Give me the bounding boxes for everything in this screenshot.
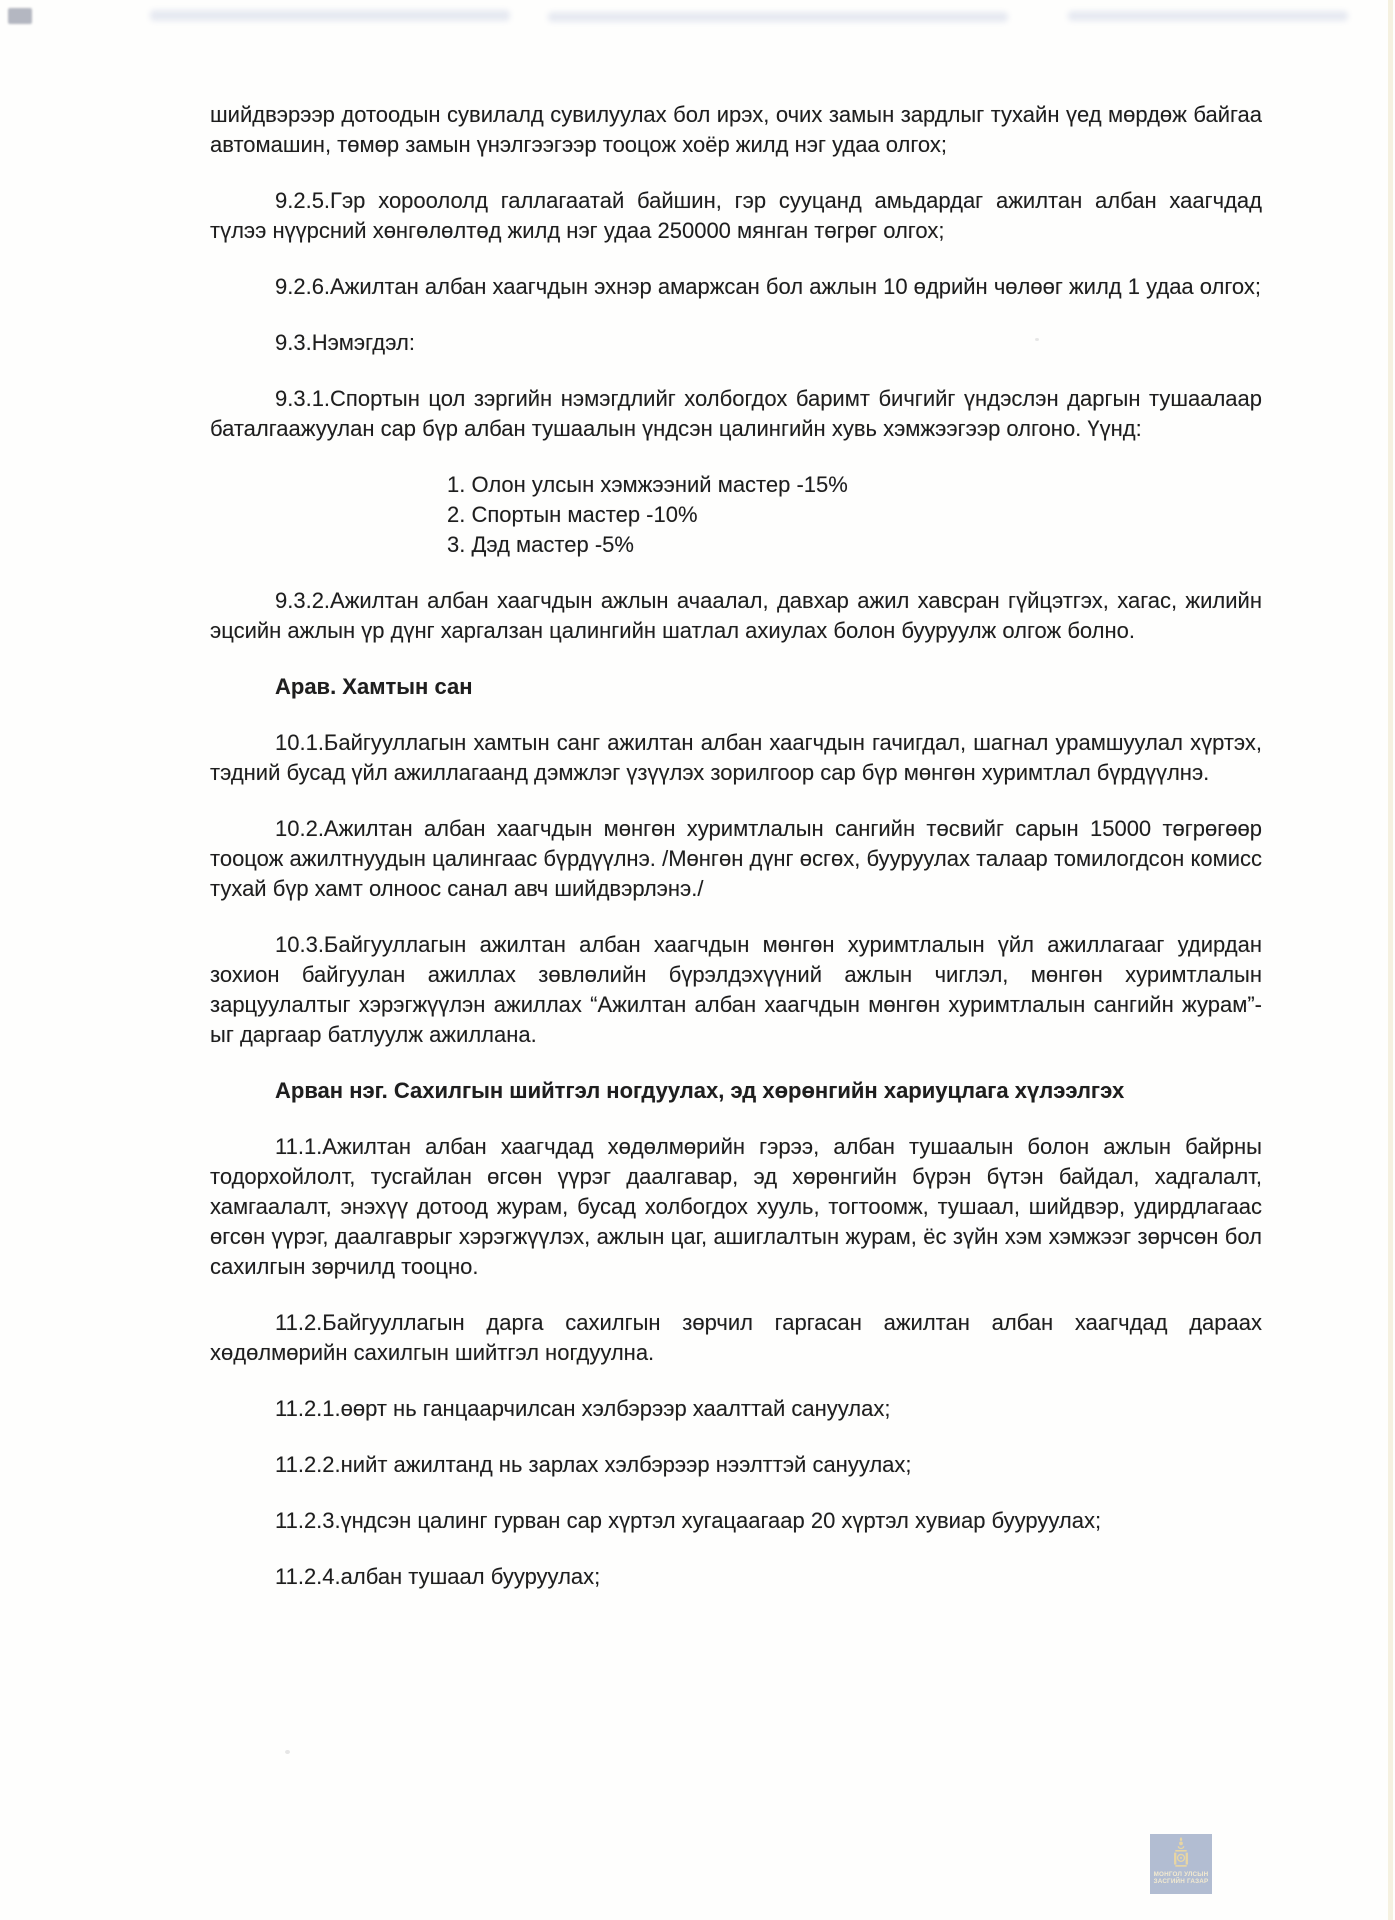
clause-9-2-6: 9.2.6.Ажилтан албан хаагчдын эхнэр амаржсан бол ажлын 10 өдрийн чөлөөг жилд 1 удаа олгох; — [275, 274, 1262, 299]
clause-11-2-1: 11.2.1.өөрт нь ганцаарчилсан хэлбэрээр хаалттай сануулах; — [275, 1396, 891, 1421]
clause-9-3-1: 9.3.1.Спортын цол зэргийн нэмэгдлийг холбогдох баримт бичгийг үндэслэн даргын тушаалаар баталгаажуулан сар бүр албан тушаалын үндсэн цалингийн хувь хэмжээгээр олгоно. Үүнд: — [210, 386, 1262, 441]
section-heading-ten: Арав. Хамтын сан — [275, 674, 473, 699]
sport-rank-allowance-list — [447, 470, 1262, 560]
clause-11-2-2: 11.2.2.нийт ажилтанд нь зарлах хэлбэрээр нээлттэй сануулах; — [275, 1452, 912, 1477]
clause-11-2-3: 11.2.3.үндсэн цалинг гурван сар хүртэл хугацаагаар 20 хүртэл хувиар бууруулах; — [275, 1508, 1102, 1533]
scan-corner-mark — [8, 8, 32, 24]
scan-smudge — [548, 12, 1008, 22]
scan-smudge — [1068, 11, 1348, 21]
document-text-column — [210, 100, 1262, 1618]
list-item: 1. Олон улсын хэмжээний мастер -15% — [447, 472, 848, 497]
soyombo-icon — [1170, 1837, 1192, 1869]
section-heading-eleven: Арван нэг. Сахилгын шийтгэл ногдуулах, эд хөрөнгийн хариуцлага хүлээлгэх — [275, 1078, 1125, 1103]
list-item: 3. Дэд мастер -5% — [447, 532, 634, 557]
scan-speck — [285, 1750, 290, 1754]
clause-10-1: 10.1.Байгууллагын хамтын санг ажилтан албан хаагчдын гачигдал, шагнал урамшуулал хүртэх, тэдний бусад үйл ажиллагаанд дэмжлэг үзүүлэх зорилгоор сар бүр мөнгөн хуримтлал бүрдүүлнэ. — [210, 730, 1262, 785]
clause-9-3-2: 9.3.2.Ажилтан албан хаагчдын ажлын ачаалал, давхар ажил хавсран гүйцэтгэх, хагас, жилийн эцсийн ажлын үр дүнг харгалзан цалингийн шатлал ахиулах болон бууруулж олгож болно. — [210, 588, 1262, 643]
clause-11-1: 11.1.Ажилтан албан хаагчдад хөдөлмөрийн гэрээ, албан тушаалын болон ажлын байрны тодорхойлолт, тусгайлан өгсөн үүрэг даалгавар, эд хөрөнгийн бүрэн бүтэн байдал, хадгалалт, хамгаалалт, энэхүү дотоод журам, бусад холбогдох хууль, тогтоомж, тушаал, шийдвэр, удирдлагаас өгсөн үүрэг, даалгаврыг хэрэгжүүлэх, ажлын цаг, ашиглалтын журам, ёс зүйн хэм хэмжээг зөрчсөн бол сахилгын зөрчилд тооцно. — [210, 1134, 1262, 1279]
list-item: 2. Спортын мастер -10% — [447, 502, 698, 527]
clause-9-2-5: 9.2.5.Гэр хороололд галлагаатай байшин, гэр сууцанд амьдардаг ажилтан албан хаагчдад түлээ нүүрсний хөнгөлөлтөд жилд нэг удаа 250000 мянган төгрөг олгох; — [210, 188, 1262, 243]
clause-10-2: 10.2.Ажилтан албан хаагчдын мөнгөн хуримтлалын сангийн төсвийг сарын 15000 төгрөгөөр тооцож ажилтнуудын цалингаас бүрдүүлнэ. /Мөнгөн дүнг өсгөх, бууруулах талаар томилогдсон комисс тухай бүр хамт олноос санал авч шийдвэрлэнэ./ — [210, 816, 1262, 901]
paragraph-continuation: шийдвэрээр дотоодын сувилалд сувилуулах бол ирэх, очих замын зардлыг тухайн үед мөрдөж байгаа автомашин, төмөр замын үнэлгээгээр тооцож хоёр жилд нэг удаа олгох; — [210, 102, 1262, 157]
logo-caption-line2: ЗАСГИЙН ГАЗАР — [1153, 1878, 1209, 1885]
clause-11-2-4: 11.2.4.албан тушаал бууруулах; — [275, 1564, 601, 1589]
scan-edge-line — [1388, 0, 1393, 1920]
scan-smudge — [150, 10, 510, 21]
logo-caption — [1154, 1871, 1209, 1885]
clause-9-3: 9.3.Нэмэгдэл: — [275, 330, 415, 355]
government-of-mongolia-logo — [1150, 1834, 1212, 1894]
logo-caption-line1: МОНГОЛ УЛСЫН — [1153, 1871, 1209, 1878]
clause-10-3: 10.3.Байгууллагын ажилтан албан хаагчдын мөнгөн хуримтлалын үйл ажиллагааг удирдан зохион байгуулан ажиллах зөвлөлийн бүрэлдэхүүний ажлын чиглэл, мөнгөн хуримтлалын зарцуулалтыг хэрэгжүүлэн ажиллах “Ажилтан албан хаагчдын мөнгөн хуримтлалын сангийн журам”-ыг даргаар батлуулж ажиллана. — [210, 932, 1262, 1047]
clause-11-2: 11.2.Байгууллагын дарга сахилгын зөрчил гаргасан ажилтан албан хаагчдад дараах хөдөлмөрийн сахилгын шийтгэл ногдуулна. — [210, 1310, 1262, 1365]
